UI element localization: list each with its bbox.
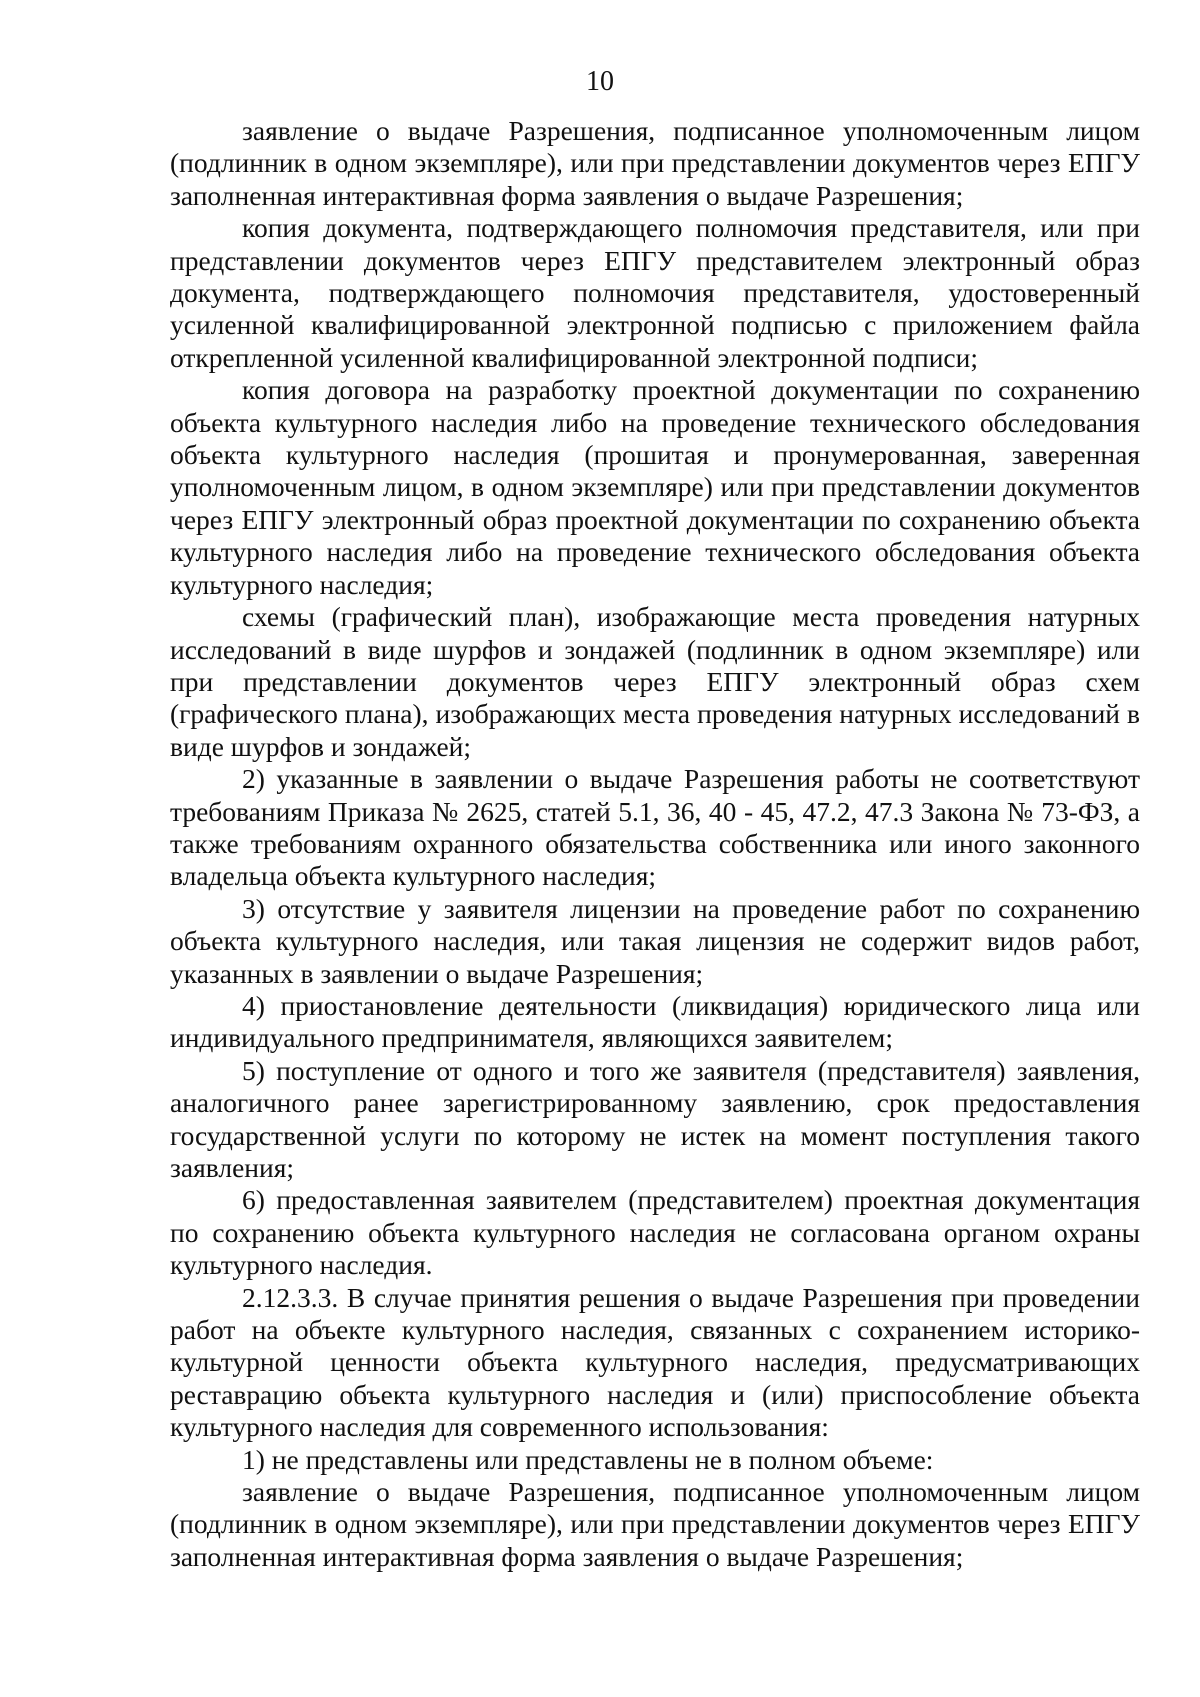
paragraph: заявление о выдаче Разрешения, подписанное уполномоченным лицом (подлинник в одном экземпляре), или при представлении документов через ЕПГУ заполненная интерактивная форма заявления о выдаче Разрешения; (170, 1476, 1140, 1572)
paragraph: схемы (графический план), изображающие места проведения натурных исследований в виде шурфов и зондажей (подлинник в одном экземпляре) или при представлении документов через ЕПГУ электронный образ схем (графического плана), изображающих места проведения натурных исследований в виде шурфов и зондажей; (170, 601, 1140, 762)
paragraph: 1) не представлены или представлены не в полном объеме: (242, 1443, 934, 1475)
paragraph: заявление о выдаче Разрешения, подписанное уполномоченным лицом (подлинник в одном экземпляре), или при представлении документов через ЕПГУ заполненная интерактивная форма заявления о выдаче Разрешения; (170, 115, 1140, 211)
paragraph: 4) приостановление деятельности (ликвидация) юридического лица или индивидуального предпринимателя, являющихся заявителем; (170, 989, 1140, 1054)
paragraph: 6) предоставленная заявителем (представителем) проектная документация по сохранению объекта культурного наследия не согласована органом охраны культурного наследия. (170, 1184, 1140, 1281)
page-number: 10 (586, 66, 614, 97)
paragraph: копия договора на разработку проектной документации по сохранению объекта культурного наследия либо на проведение технического обследования объекта культурного наследия (прошитая и пронумерованная, заверенная уполномоченным лицом, в одном экземпляре) или при представлении документов через ЕПГУ электронный образ проектной документации по сохранению объекта культурного наследия либо на проведение технического обследования объекта культурного наследия; (170, 374, 1140, 600)
paragraph: 5) поступление от одного и того же заявителя (представителя) заявления, аналогичного ранее зарегистрированному заявлению, срок предоставления государственной услуги по которому не истек на момент поступления такого заявления; (170, 1054, 1140, 1183)
document-body (170, 115, 1140, 1573)
paragraph: 3) отсутствие у заявителя лицензии на проведение работ по сохранению объекта культурного наследия, или такая лицензия не содержит видов работ, указанных в заявлении о выдаче Разрешения; (170, 892, 1140, 989)
paragraph: 2) указанные в заявлении о выдаче Разрешения работы не соответствуют требованиям Приказа № 2625, статей 5.1, 36, 40 - 45, 47.2, 47.3 Закона № 73-ФЗ, а также требованиям охранного обязательства собственника или иного законного владельца объекта культурного наследия; (170, 763, 1140, 892)
paragraph: 2.12.3.3. В случае принятия решения о выдаче Разрешения при проведении работ на объекте культурного наследия, связанных с сохранением историко-культурной ценности объекта культурного наследия, предусматривающих реставрацию объекта культурного наследия и (или) приспособление объекта культурного наследия для современного использования: (170, 1281, 1140, 1443)
paragraph: копия документа, подтверждающего полномочия представителя, или при представлении документов через ЕПГУ представителем электронный образ документа, подтверждающего полномочия представителя, удостоверенный усиленной квалифицированной электронной подписью с приложением файла открепленной усиленной квалифицированной электронной подписи; (170, 212, 1140, 373)
